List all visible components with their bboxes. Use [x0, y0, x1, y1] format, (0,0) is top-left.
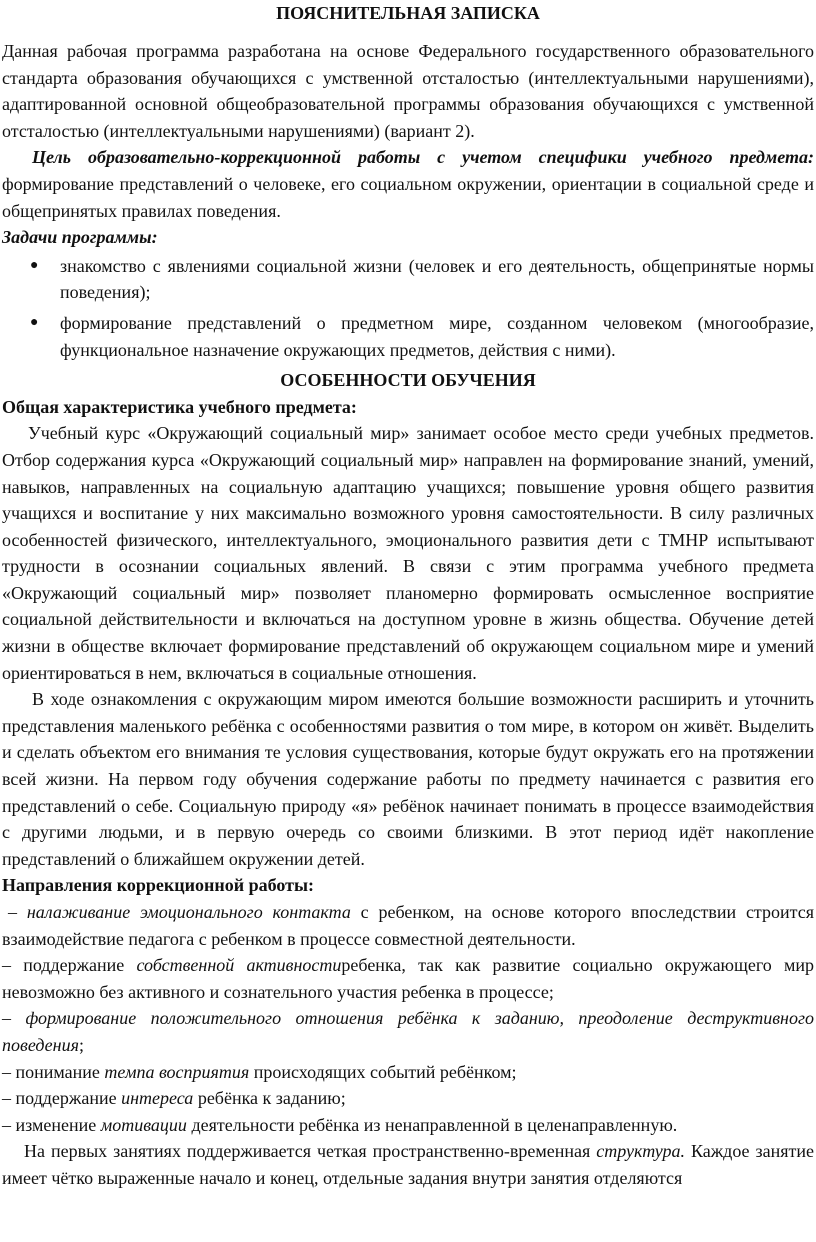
direction-item	[2, 1085, 814, 1112]
list-item	[2, 310, 814, 363]
direction-rest: с ребенком, на основе которого впоследствии строится взаимодействие педагога с ребенком в процессе совместной деятельности.	[2, 902, 815, 949]
closing-emphasis: структура.	[596, 1141, 685, 1162]
list-item	[2, 253, 814, 306]
direction-prefix: – понимание	[2, 1061, 100, 1082]
goal-paragraph	[2, 144, 814, 224]
second-paragraph: В ходе ознакомления с окружающим миром имеются большие возможности расширить и уточнить представления маленького ребёнка с особенностями развития о том мире, в котором он живёт. Выделить и сделать объектом его внимания те условия существования, которые будут окружать его на протяжении всей жизни. На первом году обучения содержание работы по предмету начинается с развития его представлений о себе. Социальную природу «я» ребёнок начинает понимать в процессе взаимодействия с другими людьми, и в первую очередь со своими близкими. В этот период идёт накопление представлений о ближайшем окружении детей.	[2, 689, 814, 869]
direction-emphasis: мотивации	[100, 1114, 187, 1135]
bullet-icon: ●	[30, 257, 39, 273]
direction-emphasis: интереса	[121, 1088, 194, 1109]
direction-rest: деятельности ребёнка из ненаправленной в целенаправленную.	[191, 1114, 678, 1135]
characteristic-label: Общая характеристика учебного предмета:	[2, 396, 357, 417]
direction-emphasis: темпа восприятия	[104, 1061, 250, 1082]
tasks-list	[2, 253, 814, 363]
task-text: формирование представлений о предметном мире, созданном человеком (многообразие, функциональное назначение окружающих предметов, действия с ними).	[60, 312, 814, 360]
bullet-icon: ●	[30, 314, 39, 330]
goal-text: формирование представлений о человеке, его социальном окружении, ориентации в социальной среде и общепринятых правилах поведения.	[2, 173, 814, 221]
direction-emphasis: налаживание эмоционального контакта	[26, 902, 351, 922]
direction-item	[2, 1112, 814, 1139]
directions-label: Направления коррекционной работы:	[2, 875, 314, 896]
direction-item	[2, 899, 814, 952]
direction-item	[2, 1005, 814, 1058]
task-text: знакомство с явлениями социальной жизни (человек и его деятельность, общепринятые нормы поведения);	[60, 255, 814, 303]
direction-emphasis: формирование положительного отношения ребёнка к заданию, преодоление деструктивного поведения	[2, 1008, 814, 1055]
direction-prefix: – поддержание	[2, 1088, 117, 1109]
features-heading: ОСОБЕННОСТИ ОБУЧЕНИЯ	[280, 370, 536, 391]
direction-prefix: – изменение	[2, 1114, 97, 1135]
intro-paragraph: Данная рабочая программа разработана на основе Федерального государственного образовательного стандарта образования обучающихся с умственной отсталостью (интеллектуальными нарушениями), адаптированной основной общеобразовательной программы образования обучающихся с умственной отсталостью (интеллектуальными нарушениями) (вариант 2).	[2, 41, 814, 141]
page-title: ПОЯСНИТЕЛЬНАЯ ЗАПИСКА	[276, 3, 540, 23]
direction-emphasis: собственной активности	[136, 955, 342, 976]
dash: –	[8, 902, 17, 922]
direction-rest: происходящих событий ребёнком;	[253, 1061, 517, 1082]
tasks-label: Задачи программы:	[2, 227, 158, 248]
direction-prefix: – поддержание	[2, 955, 125, 976]
characteristic-paragraph: Учебный курс «Окружающий социальный мир» занимает особое место среди учебных предметов. Отбор содержания курса «Окружающий социальный мир» направлен на формирование знаний, умений, навыков, направленных на социальную адаптацию учащихся; повышение уровня общего развития учащихся и воспитание у них максимально возможного уровня самостоятельности. В силу различных особенностей физического, интеллектуального, эмоционального развития дети с ТМНР испытывают трудности в осознании социальных явлений. В связи с этим программа учебного предмета «Окружающий социальный мир» позволяет планомерно формировать осмысленное восприятие социальной действительности и включаться на доступном уровне в жизнь общества. Обучение детей жизни в обществе включает формирование представлений об окружающем социальном мире и умений ориентироваться в нем, включаться в социальные отношения.	[2, 423, 814, 683]
direction-rest: ;	[78, 1034, 84, 1055]
closing-prefix: На первых занятиях поддерживается четкая пространственно-временная	[24, 1141, 591, 1162]
closing-paragraph	[2, 1138, 814, 1191]
direction-item	[2, 952, 814, 1005]
closing-rest: Каждое занятие имеет чётко выраженные начало и конец, отдельные задания внутри занятия отделяются	[2, 1141, 815, 1188]
directions-section	[2, 872, 814, 1138]
direction-rest: ребёнка к заданию;	[197, 1088, 346, 1109]
dash: –	[2, 1008, 11, 1029]
direction-rest: ребенка, так как развитие социально окружающего мир невозможно без активного и сознательного участия ребенка в процессе;	[2, 955, 815, 1002]
goal-label: Цель образовательно-коррекционной работы с учетом специфики учебного предмета:	[32, 147, 814, 168]
direction-item	[2, 1059, 814, 1086]
